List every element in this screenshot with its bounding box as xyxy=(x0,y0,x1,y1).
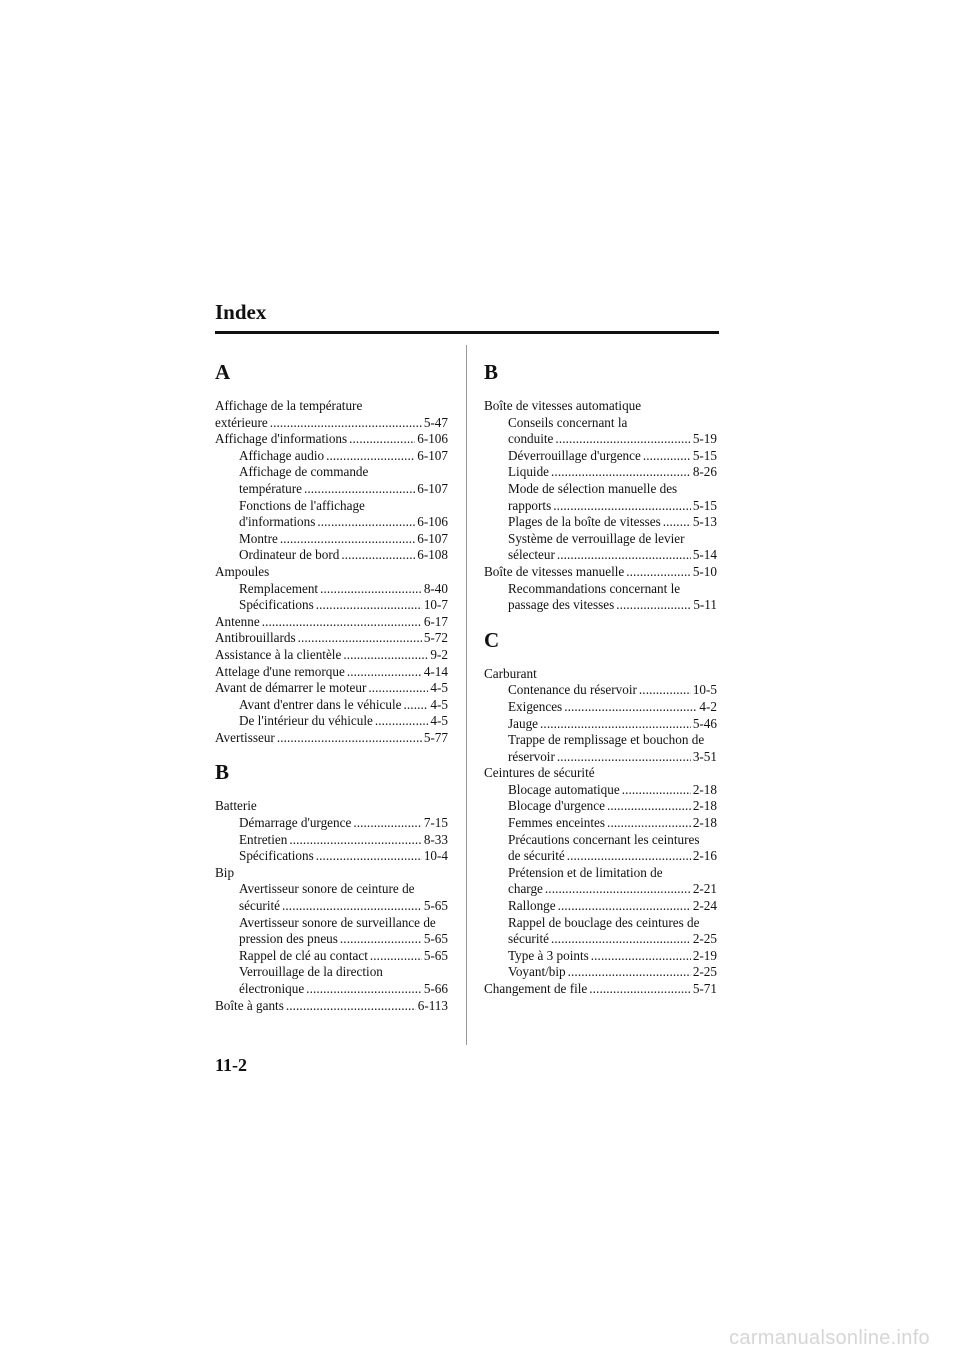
entry-page: 8-26 xyxy=(692,464,717,480)
entry-page: 5-13 xyxy=(692,514,717,530)
entry-text: Fonctions de l'affichage xyxy=(239,497,365,513)
entry-text: Attelage d'une remorque xyxy=(215,663,345,679)
entry-text: Affichage de la température xyxy=(215,398,363,413)
entry-page: 10-5 xyxy=(692,682,717,698)
index-entry xyxy=(215,415,448,432)
index-entry xyxy=(484,931,717,948)
entry-page: 6-107 xyxy=(417,447,448,463)
dot-leader xyxy=(568,964,691,981)
entry-text: Assistance à la clientèle xyxy=(215,646,342,662)
index-entry xyxy=(215,848,448,865)
entry-text: d'informations xyxy=(239,514,316,530)
entry-text: Bip xyxy=(215,864,235,880)
entry-page: 3-51 xyxy=(692,748,717,764)
index-entry xyxy=(215,680,448,697)
entry-text: passage des vitesses xyxy=(508,597,615,613)
entry-text: sécurité xyxy=(239,898,281,914)
entry-text: Prétension et de limitation de xyxy=(508,864,663,880)
index-entry xyxy=(484,464,717,481)
entry-text: Boîte à gants xyxy=(215,997,284,1013)
header-rule xyxy=(215,331,719,334)
entry-text: De l'intérieur du véhicule xyxy=(239,713,373,729)
entry-text: sécurité xyxy=(508,931,550,947)
index-entry xyxy=(215,564,448,581)
entry-page: 2-25 xyxy=(692,931,717,947)
dot-leader xyxy=(375,713,429,730)
index-entry xyxy=(215,931,448,948)
index-entry xyxy=(215,581,448,598)
index-entry xyxy=(215,630,448,647)
index-entry xyxy=(215,713,448,730)
entry-page: 5-19 xyxy=(692,431,717,447)
entry-text: Batterie xyxy=(215,798,257,814)
index-entry xyxy=(484,682,717,699)
index-section xyxy=(484,360,717,614)
index-entry xyxy=(484,666,717,683)
index-entry xyxy=(484,547,717,564)
entry-text: Précautions concernant les ceintures xyxy=(508,831,700,847)
index-entry xyxy=(484,964,717,981)
entry-text: Verrouillage de la direction xyxy=(239,964,383,980)
entry-text: Boîte de vitesses manuelle xyxy=(484,563,625,579)
entry-page: 5-77 xyxy=(423,729,448,745)
index-entry xyxy=(484,564,717,581)
index-entry xyxy=(484,981,717,998)
entry-page: 5-66 xyxy=(423,981,448,996)
entry-text: Spécifications xyxy=(239,848,314,864)
index-entry xyxy=(215,832,448,849)
entry-text: Blocage automatique xyxy=(508,781,620,797)
index-entry xyxy=(215,614,448,631)
index-entry xyxy=(215,514,448,531)
entry-text: Avant de démarrer le moteur xyxy=(215,680,367,696)
index-entry xyxy=(215,815,448,832)
index-entry xyxy=(215,531,448,548)
entry-text: Avertisseur sonore de surveillance de xyxy=(239,914,436,930)
entry-text: température xyxy=(239,480,302,496)
entry-text: réservoir xyxy=(508,748,555,764)
entry-text: Recommandations concernant le xyxy=(508,580,681,596)
index-entry xyxy=(484,448,717,465)
entry-page: 9-2 xyxy=(430,646,448,662)
index-entry xyxy=(484,498,717,515)
index-entry xyxy=(484,798,717,815)
entry-page: 5-15 xyxy=(692,497,717,513)
index-entry xyxy=(215,647,448,664)
dot-leader xyxy=(270,415,422,432)
dot-leader xyxy=(306,981,422,998)
index-entry xyxy=(215,798,448,815)
index-entry xyxy=(215,981,448,998)
dot-leader xyxy=(280,531,415,548)
index-section xyxy=(484,628,717,998)
index-entry xyxy=(484,431,717,448)
entry-page: 2-18 xyxy=(692,781,717,797)
index-column-right xyxy=(484,360,717,1012)
entry-text: Ordinateur de bord xyxy=(239,547,340,563)
entry-text: de sécurité xyxy=(508,848,565,864)
index-entry xyxy=(215,730,448,747)
dot-leader xyxy=(643,448,691,465)
dot-leader xyxy=(639,682,691,699)
index-entry xyxy=(484,898,717,915)
index-entry xyxy=(484,915,717,932)
entry-page: 7-15 xyxy=(423,815,448,831)
index-entry xyxy=(484,732,717,749)
index-entry xyxy=(484,415,717,432)
index-entry xyxy=(484,848,717,865)
entry-text: Blocage d'urgence xyxy=(508,798,605,814)
index-entry xyxy=(215,898,448,915)
dot-leader xyxy=(557,749,691,766)
entry-page: 10-7 xyxy=(423,597,448,613)
index-entry xyxy=(484,815,717,832)
entry-page: 5-65 xyxy=(423,947,448,963)
entry-text: charge xyxy=(508,881,543,897)
entry-page: 8-33 xyxy=(423,831,448,847)
dot-leader xyxy=(591,948,691,965)
entry-text: Ampoules xyxy=(215,563,270,579)
index-entry xyxy=(215,597,448,614)
index-entry xyxy=(215,998,448,1015)
entry-page: 5-46 xyxy=(692,715,717,731)
entry-text: Affichage audio xyxy=(239,447,325,463)
entry-text: Rappel de clé au contact xyxy=(239,947,368,963)
index-entry xyxy=(484,782,717,799)
entry-text: Liquide xyxy=(508,464,550,480)
index-entry xyxy=(484,865,717,882)
dot-leader xyxy=(368,680,428,697)
index-entry xyxy=(215,547,448,564)
dot-leader xyxy=(340,931,422,948)
entry-page: 5-47 xyxy=(423,414,448,430)
dot-leader xyxy=(289,832,421,849)
entry-page: 5-72 xyxy=(423,630,448,646)
entry-page: 2-16 xyxy=(692,848,717,864)
entry-text: sélecteur xyxy=(508,547,555,563)
dot-leader xyxy=(370,948,422,965)
dot-leader xyxy=(277,730,422,747)
index-entry xyxy=(484,699,717,716)
index-entry xyxy=(484,398,717,415)
index-entry xyxy=(215,881,448,898)
dot-leader xyxy=(551,464,691,481)
dot-leader xyxy=(347,664,422,681)
entry-page: 2-24 xyxy=(692,898,717,914)
index-entry xyxy=(215,431,448,448)
index-entry xyxy=(484,749,717,766)
index-section xyxy=(215,360,448,746)
entry-text: Affichage d'informations xyxy=(215,431,348,447)
entry-page: 5-15 xyxy=(692,447,717,463)
entry-page: 6-106 xyxy=(417,431,448,447)
dot-leader xyxy=(343,647,428,664)
entry-text: Démarrage d'urgence xyxy=(239,815,352,831)
entry-page: 4-5 xyxy=(430,696,448,712)
entry-text: électronique xyxy=(239,981,305,996)
entry-page: 2-21 xyxy=(692,881,717,897)
entry-text: Spécifications xyxy=(239,597,314,613)
section-letter: B xyxy=(484,360,499,384)
page-title: Index xyxy=(215,300,267,324)
dot-leader xyxy=(404,697,429,714)
index-entry xyxy=(484,716,717,733)
section-letter: A xyxy=(215,360,231,384)
dot-leader xyxy=(316,848,422,865)
dot-leader xyxy=(282,898,422,915)
entry-text: Femmes enceintes xyxy=(508,815,606,831)
dot-leader xyxy=(262,614,422,631)
entry-text: Système de verrouillage de levier xyxy=(508,530,685,546)
entry-page: 8-40 xyxy=(423,580,448,596)
entry-page: 6-17 xyxy=(423,613,448,629)
entry-text: Rallonge xyxy=(508,898,556,914)
entry-page: 6-106 xyxy=(417,514,448,530)
entry-text: Entretien xyxy=(239,831,288,847)
index-entry xyxy=(484,832,717,849)
dot-leader xyxy=(567,848,691,865)
entry-page: 2-19 xyxy=(692,947,717,963)
entry-text: Conseils concernant la xyxy=(508,414,628,430)
entry-text: Carburant xyxy=(484,665,537,681)
entry-text: Type à 3 points xyxy=(508,947,589,963)
entry-page: 2-25 xyxy=(692,964,717,980)
entry-page: 10-4 xyxy=(423,848,448,864)
dot-leader xyxy=(558,898,691,915)
index-entry xyxy=(215,464,448,481)
entry-text: Voyant/bip xyxy=(508,964,566,980)
dot-leader xyxy=(540,716,691,733)
dot-leader xyxy=(286,998,416,1015)
entry-page: 6-107 xyxy=(417,530,448,546)
entry-page: 2-18 xyxy=(692,798,717,814)
index-entry xyxy=(215,964,448,981)
index-entry xyxy=(484,531,717,548)
entry-page: 5-10 xyxy=(692,563,717,579)
entry-page: 2-18 xyxy=(692,815,717,831)
entry-page: 5-71 xyxy=(692,981,717,996)
entry-text: Antenne xyxy=(215,613,260,629)
index-entry xyxy=(484,581,717,598)
index-entry xyxy=(484,514,717,531)
dot-leader xyxy=(564,699,697,716)
dot-leader xyxy=(616,597,691,614)
entry-text: Boîte de vitesses automatique xyxy=(484,398,642,413)
index-entry xyxy=(484,481,717,498)
entry-text: rapports xyxy=(508,497,552,513)
entry-text: Trappe de remplissage et bouchon de xyxy=(508,732,705,748)
index-entry xyxy=(484,597,717,614)
dot-leader xyxy=(607,798,691,815)
entry-page: 4-14 xyxy=(423,663,448,679)
entry-page: 4-5 xyxy=(430,713,448,729)
entry-text: extérieure xyxy=(215,414,268,430)
entry-text: Montre xyxy=(239,530,278,546)
index-entry xyxy=(484,765,717,782)
index-section xyxy=(215,760,448,1014)
index-entry xyxy=(484,881,717,898)
dot-leader xyxy=(353,815,421,832)
index-entry xyxy=(484,948,717,965)
index-entry xyxy=(215,948,448,965)
dot-leader xyxy=(317,514,415,531)
index-entry xyxy=(215,448,448,465)
dot-leader xyxy=(557,547,691,564)
dot-leader xyxy=(545,881,691,898)
index-entry xyxy=(215,664,448,681)
dot-leader xyxy=(341,547,415,564)
entry-text: conduite xyxy=(508,431,554,447)
entry-text: Jauge xyxy=(508,715,539,731)
index-entry xyxy=(215,697,448,714)
page-number: 11-2 xyxy=(215,1055,248,1075)
dot-leader xyxy=(589,981,691,998)
index-entry xyxy=(215,915,448,932)
dot-leader xyxy=(607,815,691,832)
watermark: carmanualsonline.info xyxy=(729,1327,930,1349)
entry-text: Plages de la boîte de vitesses xyxy=(508,514,661,530)
dot-leader xyxy=(304,481,415,498)
entry-page: 6-108 xyxy=(417,547,448,563)
entry-text: Avertisseur xyxy=(215,729,275,745)
dot-leader xyxy=(626,564,691,581)
dot-leader xyxy=(622,782,691,799)
section-letter: B xyxy=(215,760,230,785)
entry-text: Mode de sélection manuelle des xyxy=(508,480,678,496)
index-entry xyxy=(215,398,448,415)
dot-leader xyxy=(555,431,690,448)
dot-leader xyxy=(551,931,691,948)
entry-page: 5-65 xyxy=(423,931,448,947)
index-entry xyxy=(215,865,448,882)
entry-text: Rappel de bouclage des ceintures de xyxy=(508,914,700,930)
entry-text: Avant d'entrer dans le véhicule xyxy=(239,696,402,712)
dot-leader xyxy=(553,498,691,515)
entry-page: 4-5 xyxy=(430,680,448,696)
section-letter: C xyxy=(484,627,500,652)
entry-page: 4-2 xyxy=(699,698,717,714)
entry-text: Contenance du réservoir xyxy=(508,682,637,698)
entry-page: 5-11 xyxy=(693,597,717,613)
entry-text: Déverrouillage d'urgence xyxy=(508,447,641,463)
entry-page: 6-107 xyxy=(417,480,448,496)
dot-leader xyxy=(298,630,422,647)
entry-text: pression des pneus xyxy=(239,931,338,947)
entry-page: 5-65 xyxy=(423,898,448,914)
dot-leader xyxy=(316,597,422,614)
entry-text: Remplacement xyxy=(239,580,319,596)
entry-text: Ceintures de sécurité xyxy=(484,765,595,781)
entry-text: Changement de file xyxy=(484,981,588,996)
entry-text: Exigences xyxy=(508,698,563,714)
dot-leader xyxy=(663,514,691,531)
index-entry xyxy=(215,498,448,515)
index-column-left xyxy=(215,360,448,1028)
dot-leader xyxy=(326,448,415,465)
entry-page: 6-113 xyxy=(417,997,448,1013)
dot-leader xyxy=(349,431,415,448)
index-entry xyxy=(215,481,448,498)
dot-leader xyxy=(320,581,422,598)
entry-text: Avertisseur sonore de ceinture de xyxy=(239,881,415,897)
entry-text: Antibrouillards xyxy=(215,630,296,646)
column-divider xyxy=(466,345,467,1045)
entry-text: Affichage de commande xyxy=(239,464,369,480)
entry-page: 5-14 xyxy=(692,547,717,563)
